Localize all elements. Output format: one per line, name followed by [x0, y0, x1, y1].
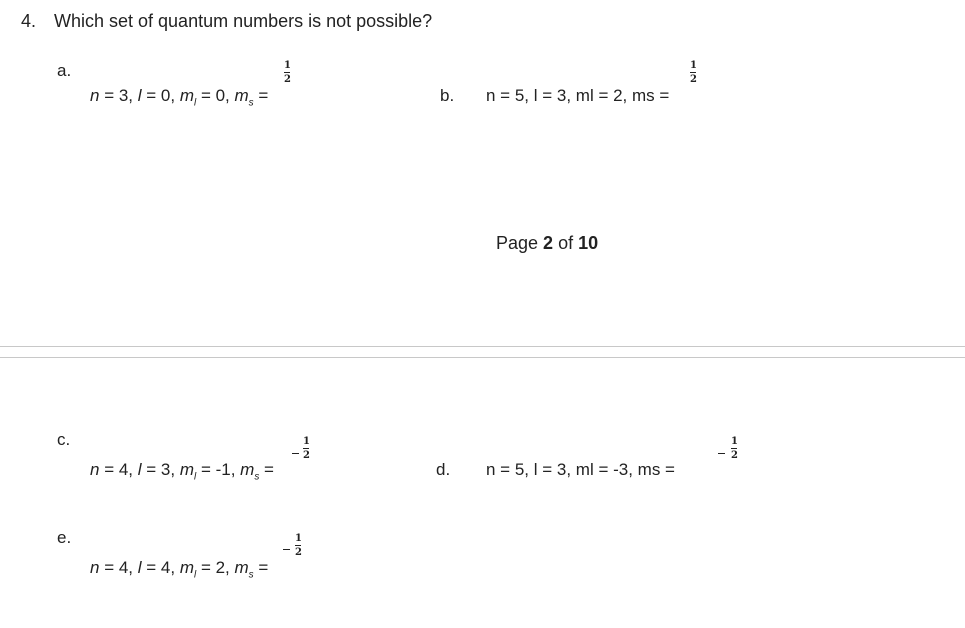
option-c-equation: n = 4, l = 3, $m_l = -1$, $m_s$ =	[90, 460, 274, 483]
option-a-label: a.	[57, 61, 72, 80]
option-c-label: c.	[57, 430, 71, 449]
option-a-equation: n = 3, l = 0, $m_l = 0$, $m_s$ =	[90, 86, 269, 109]
option-b-fraction: 1 2	[690, 60, 697, 85]
option-e-label: e.	[57, 528, 72, 547]
page-break-bottom-rule	[0, 357, 965, 358]
question-number: 4.	[21, 11, 37, 31]
page-break-gap	[0, 347, 965, 357]
option-e-equation: n = 4, l = 4, $m_l = 2$, $m_s$ =	[90, 558, 269, 581]
option-b-equation: n = 5, l = 3, ml = 2, ms =	[486, 86, 670, 105]
option-c-fraction: 1 2	[303, 436, 310, 461]
option-d-minus-sign	[718, 453, 725, 454]
option-e-fraction: 1 2	[295, 533, 302, 558]
option-d-label: d.	[436, 460, 451, 479]
option-e-minus-sign	[283, 549, 290, 550]
page-number: Page 2 of 10	[496, 233, 599, 253]
option-d-fraction: 1 2	[731, 436, 738, 461]
question-text: Which set of quantum numbers is not possible?	[54, 11, 433, 31]
option-c-minus-sign	[292, 453, 299, 454]
option-b-label: b.	[440, 86, 455, 105]
option-d-equation: n = 5, l = 3, ml = -3, ms =	[486, 460, 675, 479]
option-a-fraction: 1 2	[284, 60, 291, 85]
